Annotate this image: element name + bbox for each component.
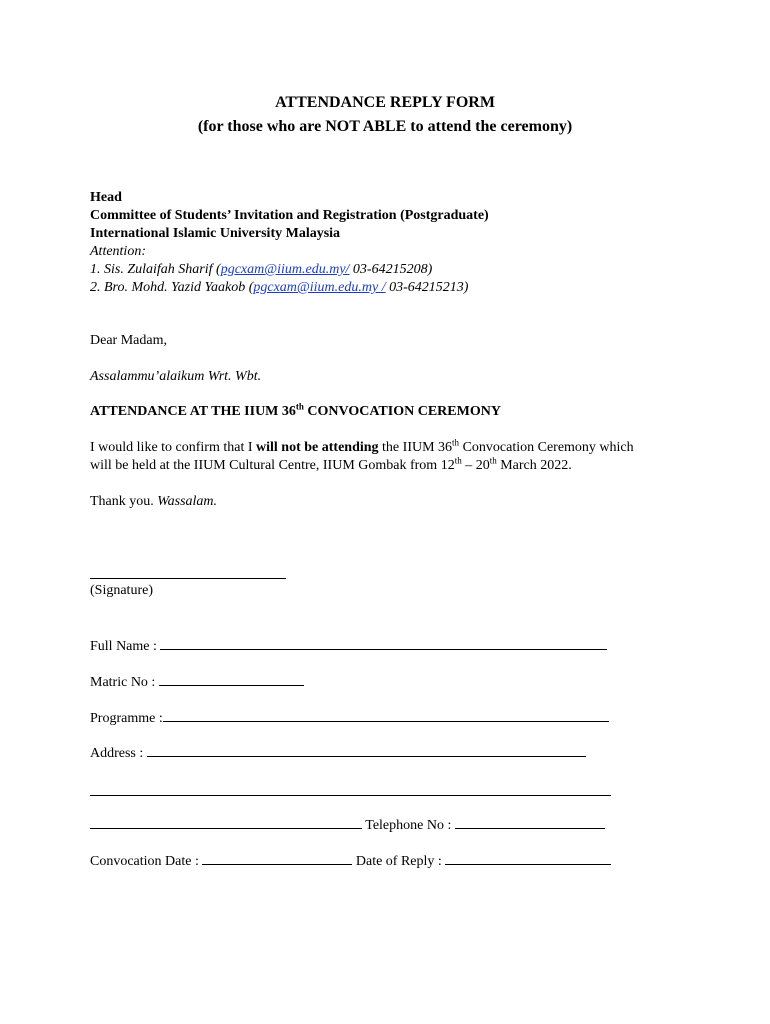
contact-2-email-link[interactable]: pgcxam@iium.edu.my / xyxy=(253,280,386,295)
contact-1-email-link[interactable]: pgcxam@iium.edu.my/ xyxy=(220,262,350,277)
form-subtitle: (for those who are NOT ABLE to attend the ceremony) xyxy=(197,118,573,135)
body-line-1: I would like to confirm that I will not be attending the IIUM 36th Convocation Ceremony which xyxy=(90,437,634,455)
address-label: Address : xyxy=(90,746,147,761)
full-name-label: Full Name : xyxy=(90,639,161,654)
attention-label: Attention: xyxy=(90,244,146,259)
signature-line[interactable] xyxy=(90,578,286,579)
signature-label: (Signature) xyxy=(90,583,153,598)
form-title: ATTENDANCE REPLY FORM xyxy=(275,94,495,111)
addressee-university: International Islamic University Malaysia xyxy=(90,226,341,241)
date-of-reply-label: Date of Reply : xyxy=(352,854,446,869)
greeting: Assalammu’alaikum Wrt. Wbt. xyxy=(90,369,262,384)
programme-field[interactable] xyxy=(163,707,609,722)
matric-field[interactable] xyxy=(159,671,304,686)
telephone-label: Telephone No : xyxy=(362,818,455,833)
full-name-field[interactable] xyxy=(160,635,607,650)
contact-2: 2. Bro. Mohd. Yazid Yaakob (pgcxam@iium.edu.my / 03-64215213) xyxy=(90,280,469,295)
matric-label: Matric No : xyxy=(90,675,159,690)
dates-row xyxy=(90,850,611,871)
salutation: Dear Madam, xyxy=(90,333,167,348)
address-field-2[interactable] xyxy=(90,795,611,796)
addressee-head: Head xyxy=(90,190,122,205)
convocation-date-field[interactable] xyxy=(202,850,352,865)
address-telephone-row xyxy=(90,814,605,835)
full-name-row xyxy=(90,635,607,656)
convocation-date-label: Convocation Date : xyxy=(90,854,203,869)
programme-label: Programme : xyxy=(90,711,163,726)
address-field-3[interactable] xyxy=(90,814,362,829)
telephone-field[interactable] xyxy=(455,814,605,829)
matric-row xyxy=(90,671,304,692)
address-row xyxy=(90,742,586,763)
letter-subject: ATTENDANCE AT THE IIUM 36th CONVOCATION CEREMONY xyxy=(90,401,501,419)
address-field-1[interactable] xyxy=(147,742,586,757)
body-line-2: will be held at the IIUM Cultural Centre, IIUM Gombak from 12th – 20th March 2022. xyxy=(90,455,572,473)
addressee-committee: Committee of Students’ Invitation and Registration (Postgraduate) xyxy=(90,208,489,223)
contact-1: 1. Sis. Zulaifah Sharif (pgcxam@iium.edu.my/ 03-64215208) xyxy=(90,262,433,277)
programme-row xyxy=(90,707,609,728)
date-of-reply-field[interactable] xyxy=(445,850,611,865)
closing: Thank you. Wassalam. xyxy=(90,494,218,509)
